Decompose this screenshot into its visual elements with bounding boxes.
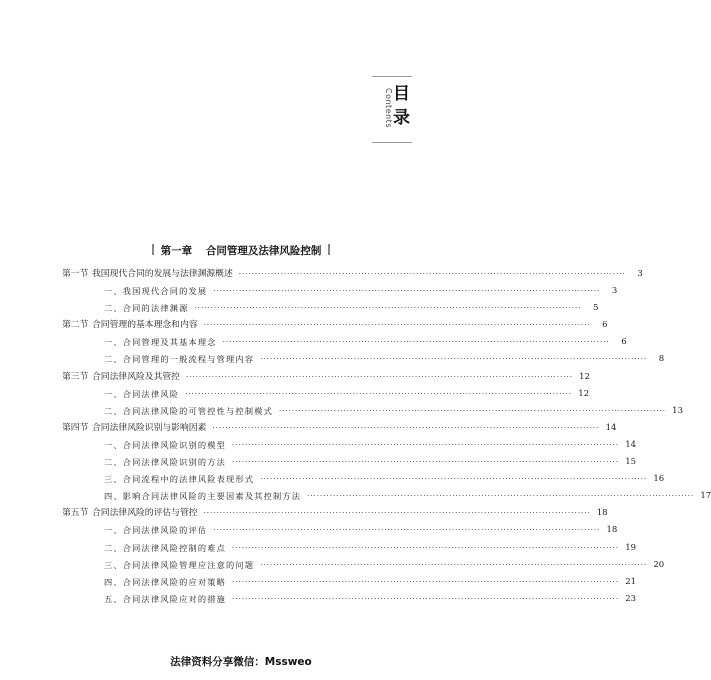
toc-leader-dots: ························································································································ [260, 355, 648, 364]
toc-leader-dots: ························································································································ [194, 304, 582, 313]
toc-entry-title: 一、合同管理及其基本理念 [104, 337, 217, 348]
toc-page-number: 14 [625, 439, 637, 450]
chapter-title: 合同管理及法律风险控制 [205, 245, 322, 257]
toc-subsection-entry[interactable] [62, 437, 637, 454]
toc-entry-title: 一、我国现代合同的发展 [104, 286, 208, 297]
toc-leader-dots: ························································································································ [212, 423, 600, 432]
toc-page-number: 12 [579, 371, 590, 382]
toc-page-number: 23 [625, 593, 637, 604]
toc-subsection-entry[interactable] [62, 300, 599, 317]
footer-note: 法律资料分享微信：Mssweo [170, 656, 312, 668]
toc-subsection-entry[interactable] [62, 471, 665, 488]
toc-leader-dots: ························································································································ [307, 492, 695, 501]
toc-list [62, 266, 711, 608]
toc-subsection-entry[interactable] [62, 334, 627, 351]
toc-page-number: 12 [578, 388, 590, 399]
toc-leader-dots: ························································································································ [203, 321, 591, 330]
toc-leader-dots: ························································································································ [185, 372, 573, 381]
toc-title-char: 目 [393, 84, 410, 104]
toc-leader-dots: ························································································································ [278, 406, 666, 415]
toc-page-number: 16 [653, 474, 665, 485]
toc-title [393, 82, 411, 130]
toc-subsection-entry[interactable] [62, 522, 618, 539]
toc-entry-title: 合同法律风险识别与影响因素 [92, 422, 207, 433]
toc-page-number: 17 [700, 491, 711, 502]
toc-leader-dots: ························································································································ [203, 509, 591, 518]
toc-leader-dots: ························································································································ [232, 594, 620, 603]
toc-leader-dots: ························································································································ [232, 543, 620, 552]
toc-entry-title: 一、合同法律风险的评估 [104, 525, 208, 536]
toc-subsection-entry[interactable] [62, 557, 665, 574]
toc-subsection-entry[interactable] [62, 574, 637, 591]
toc-section-entry[interactable] [62, 505, 608, 522]
toc-page-number: 3 [637, 269, 643, 279]
toc-entry-title: 合同法律风险的评估与管控 [92, 508, 198, 519]
toc-entry-title: 我国现代合同的发展与法律渊源概述 [92, 269, 233, 279]
toc-subsection-entry[interactable] [62, 488, 711, 505]
toc-leader-dots: ························································································································ [185, 389, 573, 398]
toc-page-number: 13 [672, 405, 683, 416]
toc-page-number: 18 [606, 525, 618, 536]
chapter-heading [0, 243, 482, 258]
toc-page-number: 20 [653, 559, 665, 570]
toc-leader-dots: ························································································································ [260, 560, 648, 569]
toc-page-number: 6 [602, 320, 608, 331]
chapter-bar-left [152, 244, 154, 255]
toc-subsection-entry[interactable] [62, 591, 637, 608]
toc-section-entry[interactable] [62, 420, 617, 437]
toc-subsection-entry[interactable] [62, 403, 683, 420]
toc-entry-title: 三、合同法律风险管理应注意的问题 [104, 559, 255, 570]
toc-leader-dots: ························································································································ [222, 338, 610, 347]
toc-section-entry[interactable] [62, 369, 590, 386]
toc-entry-title: 二、合同法律风险的可管控性与控制模式 [104, 405, 273, 416]
toc-page-number: 15 [625, 457, 637, 468]
contents-label: Contents [384, 88, 393, 128]
toc-page-number: 21 [625, 576, 637, 587]
toc-leader-dots: ························································································································ [213, 526, 601, 535]
toc-leader-dots: ························································································································ [232, 440, 620, 449]
toc-leader-dots: ························································································································ [260, 475, 648, 484]
toc-page-number: 18 [596, 508, 608, 519]
toc-subsection-entry[interactable] [62, 283, 618, 300]
toc-entry-title: 二、合同法律风险识别的方法 [104, 457, 227, 468]
toc-entry-title: 二、合同的法律渊源 [104, 303, 189, 314]
toc-section-entry[interactable] [62, 266, 643, 283]
toc-entry-title: 合同管理的基本理念和内容 [92, 320, 198, 331]
toc-page-number: 6 [621, 337, 627, 348]
toc-title-char: 录 [393, 108, 410, 128]
toc-page-number: 5 [593, 303, 599, 314]
toc-entry-title: 五、合同法律风险应对的措施 [104, 593, 227, 604]
toc-entry-title: 合同法律风险及其管控 [92, 371, 180, 382]
toc-page-number: 14 [605, 422, 617, 433]
toc-entry-title: 二、合同管理的一般流程与管理内容 [104, 354, 255, 365]
toc-entry-title: 一、合同法律风险识别的模型 [104, 439, 227, 450]
toc-entry-title: 二、合同法律风险控制的难点 [104, 542, 227, 553]
toc-leader-dots: ························································································································ [213, 287, 601, 296]
toc-section-number: 第五节 [62, 508, 89, 519]
toc-section-entry[interactable] [62, 317, 608, 334]
toc-entry-title: 四、影响合同法律风险的主要因素及其控制方法 [104, 491, 302, 502]
toc-leader-dots: ························································································································ [238, 270, 626, 278]
toc-subsection-entry[interactable] [62, 351, 665, 368]
toc-subsection-entry[interactable] [62, 454, 637, 471]
toc-subsection-entry[interactable] [62, 540, 637, 557]
toc-entry-title: 三、合同流程中的法律风险表现形式 [104, 474, 255, 485]
toc-section-number: 第四节 [62, 422, 89, 433]
toc-page-number: 19 [625, 542, 637, 553]
toc-section-number: 第一节 [62, 269, 89, 279]
toc-section-number: 第三节 [62, 371, 89, 382]
toc-entry-title: 四、合同法律风险的应对策略 [104, 576, 227, 587]
toc-subsection-entry[interactable] [62, 386, 590, 403]
toc-section-number: 第二节 [62, 320, 89, 331]
chapter-number: 第一章 [160, 245, 193, 257]
toc-page-number: 8 [658, 354, 665, 365]
chapter-bar-right [328, 244, 330, 255]
toc-page-number: 3 [611, 286, 618, 297]
toc-entry-title: 一、合同法律风险 [104, 388, 180, 399]
header-top-rule [372, 76, 412, 77]
header-bottom-rule [372, 142, 412, 143]
toc-leader-dots: ························································································································ [232, 577, 620, 586]
toc-leader-dots: ························································································································ [232, 458, 620, 467]
